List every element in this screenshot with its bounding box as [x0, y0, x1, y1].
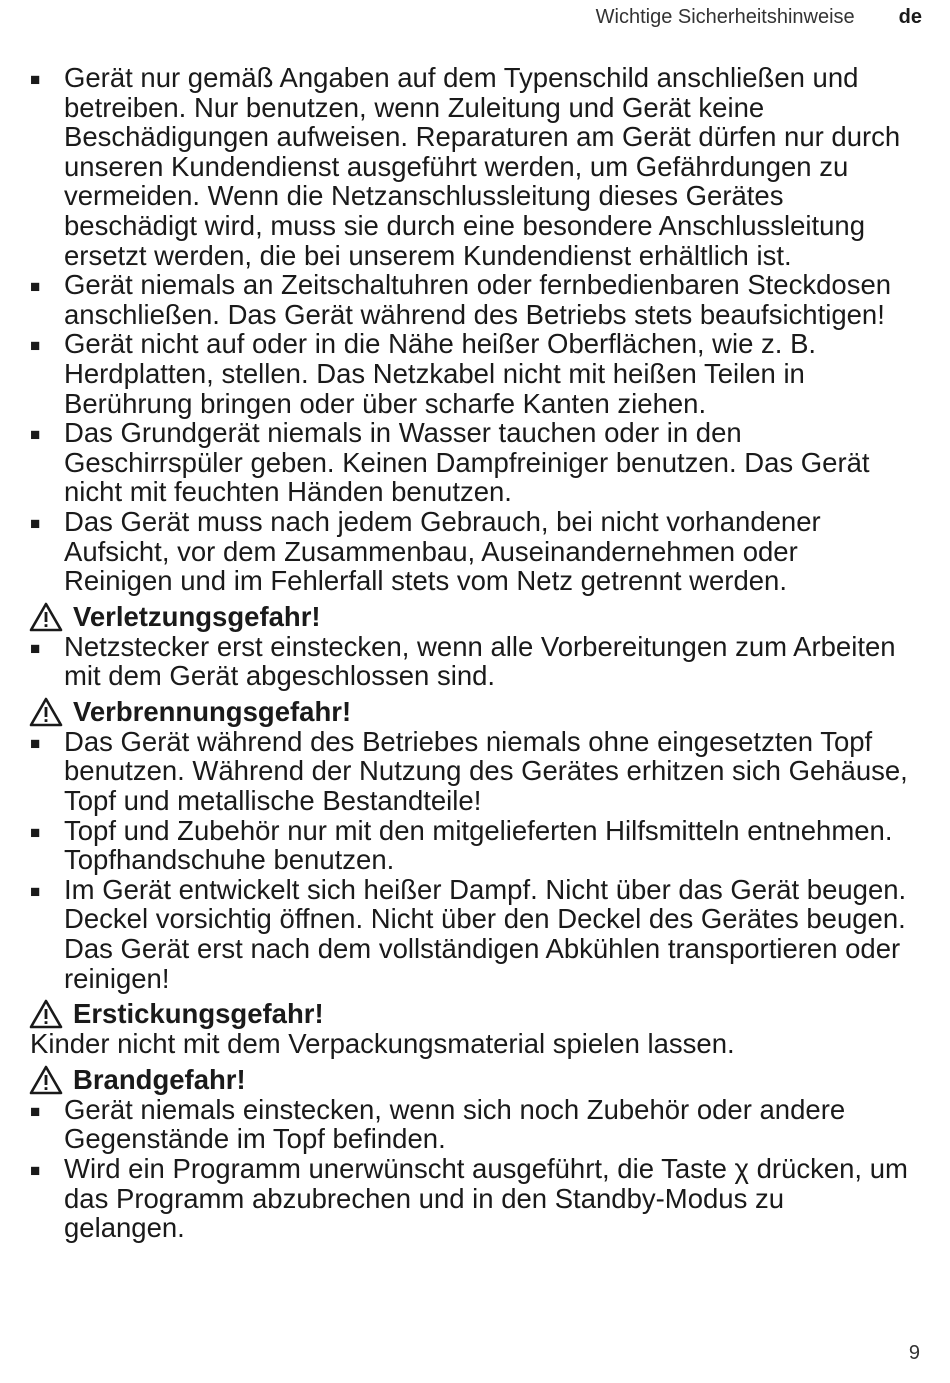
list-item-text: Das Grundgerät niemals in Wasser tauchen oder in den Geschirrspüler geben. Keinen Dampfreiniger benutzen. Das Gerät nicht mit feuchten Händen benutzen. — [64, 417, 870, 508]
list-item-text: Gerät niemals an Zeitschaltuhren oder fernbedienbaren Steckdosen anschließen. Das Gerät während des Betriebs stets beaufsichtigen! — [64, 269, 892, 330]
list-item-text-part: drücken, um das Programm abzubrechen und in den Standby-Modus zu gelangen. — [64, 1153, 908, 1244]
bullet-icon: ■ — [30, 1101, 41, 1121]
warning-heading — [30, 602, 910, 632]
list-item-text-part: Wird ein Programm unerwünscht ausgeführt, die Taste — [64, 1153, 727, 1184]
list-item-text: Das Gerät muss nach jedem Gebrauch, bei nicht vorhandener Aufsicht, vor dem Zusammenbau, Auseinandernehmen oder Reinigen und im Fehlerfall stets vom Netz getrennt werden. — [64, 505, 821, 597]
list-item-text: Netzstecker erst einstecken, wenn alle Vorbereitungen zum Arbeiten mit dem Gerät abgeschlossen sind. — [64, 630, 896, 692]
warning-triangle-icon — [29, 1065, 63, 1095]
list-item-text — [64, 1154, 910, 1243]
warning-heading — [30, 999, 910, 1029]
warning-triangle-icon — [29, 999, 63, 1029]
section-title: Wichtige Sicherheitshinweise — [595, 6, 855, 28]
list-item — [30, 418, 910, 507]
page-number: 9 — [908, 1342, 920, 1364]
list-item — [30, 507, 910, 596]
list-item — [30, 270, 910, 329]
list-item — [30, 63, 910, 270]
warning-heading — [30, 1065, 910, 1095]
list-item-text: Das Gerät während des Betriebes niemals ohne eingesetzten Topf benutzen. Während der Nutzung des Gerätes erhitzen sich Gehäuse, Topf und metallische Bestandteile! — [64, 725, 908, 817]
list-item-text: Topf und Zubehör nur mit den mitgelieferten Hilfsmitteln entnehmen. Topfhandschuhe benutzen. — [64, 814, 893, 876]
warning-heading-text: Verletzungsgefahr! — [73, 600, 321, 632]
bullet-icon: ■ — [30, 881, 41, 901]
list-item-text: Gerät nicht auf oder in die Nähe heißer Oberflächen, wie z. B. Herdplatten, stellen. Das Netzkabel nicht mit heißen Teilen in Berührung bringen oder über scharfe Kanten ziehen. — [64, 328, 817, 419]
list-item-text: Gerät niemals einstecken, wenn sich noch Zubehör oder andere Gegenstände im Topf befinden. — [64, 1093, 846, 1155]
list-item — [30, 1095, 910, 1154]
warning-heading-text: Brandgefahr! — [73, 1064, 246, 1096]
stop-key-symbol: χ — [734, 1153, 749, 1184]
warning-triangle-icon — [29, 602, 63, 632]
bullet-icon: ■ — [30, 425, 41, 445]
bullet-icon: ■ — [30, 733, 41, 753]
safety-instructions — [30, 63, 910, 1243]
list-item-text: Gerät nur gemäß Angaben auf dem Typenschild anschließen und betreiben. Nur benutzen, wenn Zuleitung und Gerät keine Beschädigungen aufweisen. Reparaturen am Gerät dürfen nur durch unseren Kundendienst ausgeführt werden, um Gefährdungen zu vermeiden. Wenn die Netzanschlussleitung dieses Gerätes beschädigt wird, muss sie durch eine besondere Anschlussleitung ersetzt werden, die bei unserem Kundendienst erhältlich ist. — [64, 62, 901, 271]
list-item — [30, 816, 910, 875]
bullet-icon: ■ — [30, 1161, 41, 1180]
bullet-icon: ■ — [30, 70, 41, 89]
warning-heading-text: Verbrennungsgefahr! — [73, 696, 352, 728]
bullet-icon: ■ — [30, 638, 41, 658]
bullet-icon: ■ — [30, 277, 41, 297]
paragraph: Kinder nicht mit dem Verpackungsmaterial spielen lassen. — [30, 1028, 735, 1060]
warning-heading-text: Erstickungsgefahr! — [73, 998, 324, 1030]
language-code: de — [898, 6, 922, 28]
bullet-icon: ■ — [30, 336, 41, 356]
list-item — [30, 329, 910, 418]
bullet-icon: ■ — [30, 822, 41, 842]
page-header — [596, 6, 922, 29]
list-item — [30, 632, 910, 691]
list-item — [30, 1154, 910, 1243]
bullet-icon: ■ — [30, 513, 41, 533]
list-item — [30, 727, 910, 816]
warning-triangle-icon — [29, 697, 63, 727]
list-item — [30, 875, 910, 993]
list-item-text: Im Gerät entwickelt sich heißer Dampf. Nicht über das Gerät beugen. Deckel vorsichtig öffnen. Nicht über den Deckel des Gerätes beugen. Das Gerät erst nach dem vollständigen Abkühlen transportieren oder reinigen! — [64, 873, 907, 994]
warning-heading — [30, 697, 910, 727]
